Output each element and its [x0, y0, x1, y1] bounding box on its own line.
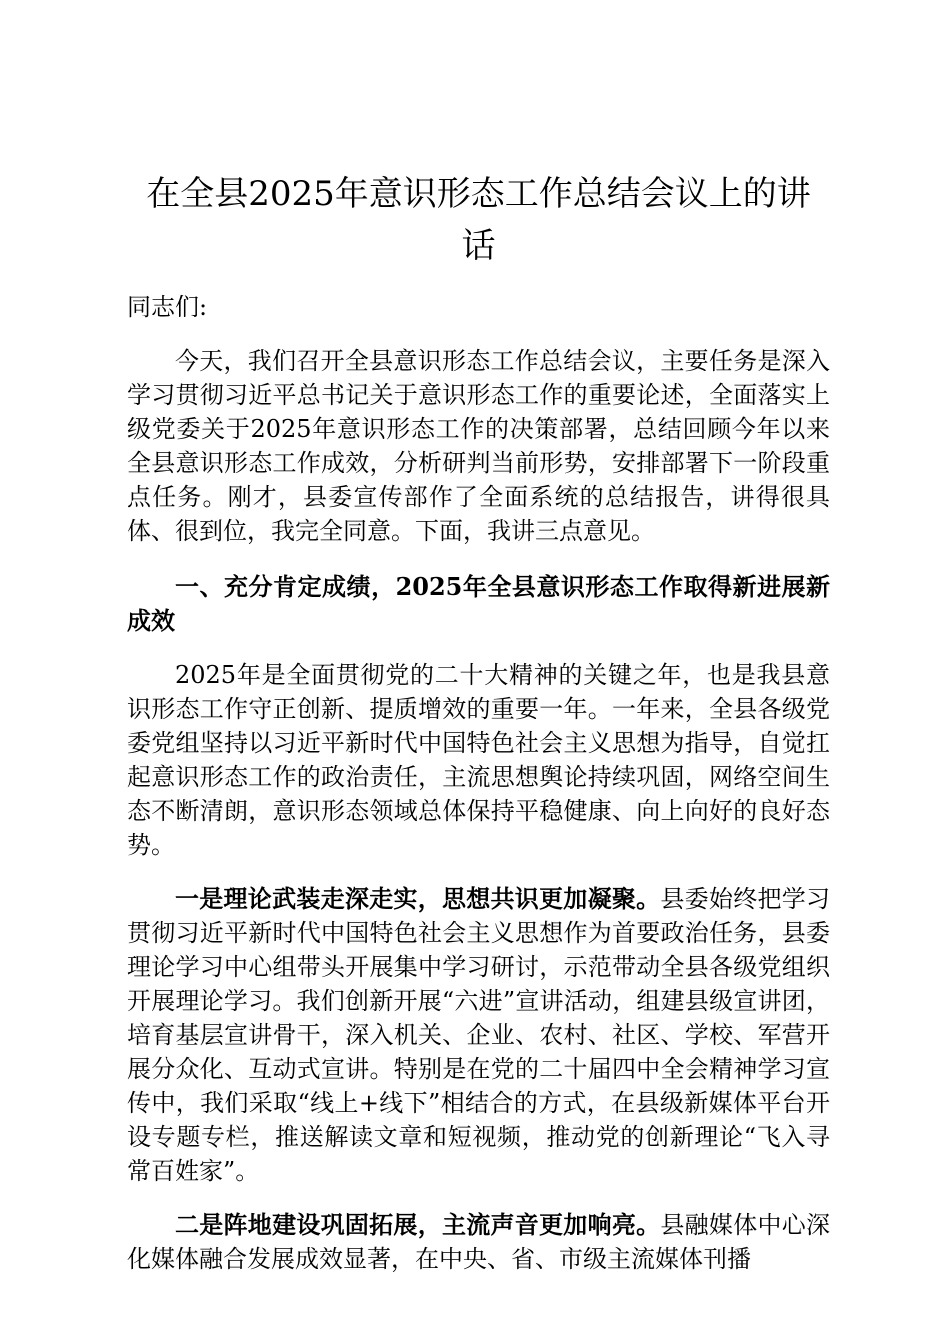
- point-1-lead: 一是理论武装走深走实，思想共识更加凝聚。: [175, 884, 661, 913]
- point-2-paragraph: [127, 1208, 830, 1276]
- document-title: 在全县2025年意识形态工作总结会议上的讲话: [146, 174, 811, 266]
- point-2-lead: 二是阵地建设巩固拓展，主流声音更加响亮。: [175, 1210, 661, 1239]
- section-heading-1: 一、充分肯定成绩，2025年全县意识形态工作取得新进展新成效: [127, 572, 830, 635]
- document-body: [127, 168, 830, 1276]
- point-1-body: 县委始终把学习贯彻习近平新时代中国特色社会主义思想作为首要政治任务，县委理论学习中心组带头开展集中学习研讨，示范带动全县各级党组织开展理论学习。我们创新开展“六进”宣讲活动，组建县级宣讲团，培育基层宣讲骨干，深入机关、企业、农村、社区、学校、军营开展分众化、互动式宣讲。特别是在党的二十届四中全会精神学习宣传中，我们采取“线上+线下”相结合的方式，在县级新媒体平台开设专题专栏，推送解读文章和短视频，推动党的创新理论“飞入寻常百姓家”。: [127, 885, 831, 1185]
- point-1-paragraph: [127, 882, 830, 1188]
- point-2-body: 县融媒体中心深化媒体融合发展成效显著，在中央、省、市级主流媒体刊播: [127, 1211, 831, 1273]
- intro-paragraph: 今天，我们召开全县意识形态工作总结会议，主要任务是深入学习贯彻习近平总书记关于意识形态工作的重要论述，全面落实上级党委关于2025年意识形态工作的决策部署，总结回顾今年以来全县意识形态工作成效，分析研判当前形势，安排部署下一阶段重点任务。刚才，县委宣传部作了全面系统的总结报告，讲得很具体、很到位，我完全同意。下面，我讲三点意见。: [127, 347, 830, 545]
- greeting: 同志们:: [127, 293, 208, 321]
- section1-paragraph: 2025年是全面贯彻党的二十大精神的关键之年，也是我县意识形态工作守正创新、提质增效的重要一年。一年来，全县各级党委党组坚持以习近平新时代中国特色社会主义思想为指导，自觉扛起意识形态工作的政治责任，主流思想舆论持续巩固，网络空间生态不断清朗，意识形态领域总体保持平稳健康、向上向好的良好态势。: [127, 661, 830, 859]
